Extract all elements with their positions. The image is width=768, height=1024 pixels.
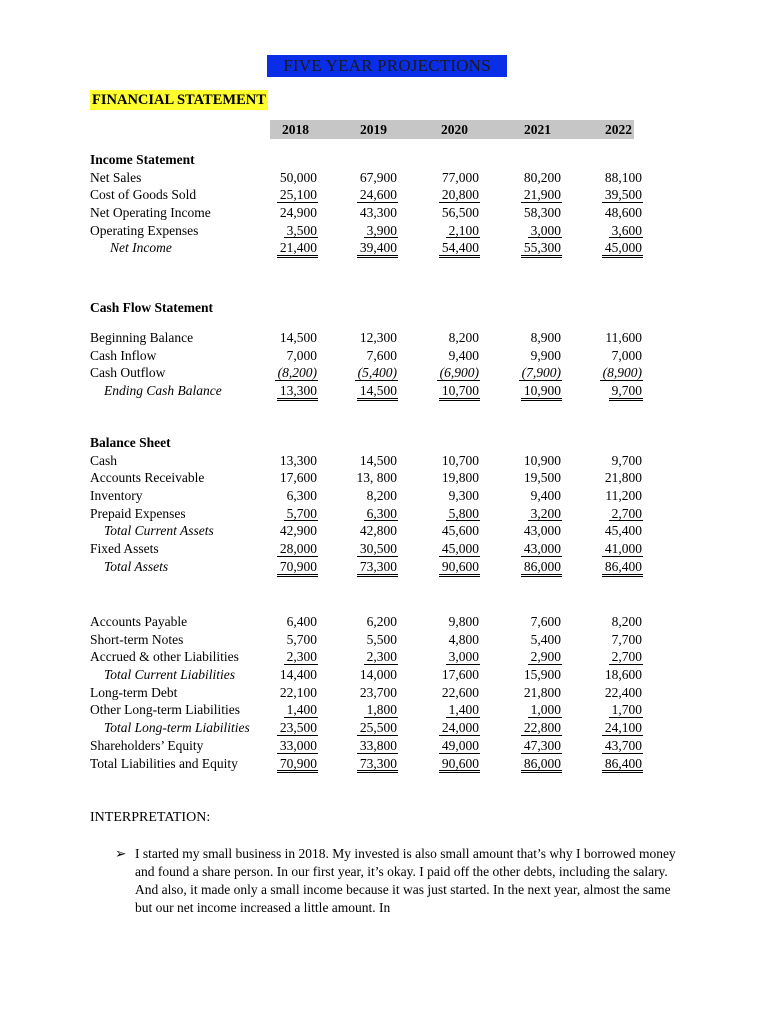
cell: 6,300	[286, 488, 317, 504]
cell: 10,900	[523, 452, 561, 468]
cell: 5,500	[366, 631, 397, 647]
cell: 2,100	[448, 222, 479, 238]
cell: 5,400	[530, 631, 561, 647]
cell: 33,000	[279, 737, 317, 753]
row-label: Cash	[90, 452, 117, 468]
year-header: 2019	[360, 122, 387, 137]
row-label: Cost of Goods Sold	[90, 187, 197, 203]
cell: 14,000	[359, 667, 397, 683]
cell: 48,600	[604, 205, 642, 221]
cell: 22,400	[604, 684, 642, 700]
cell: 11,600	[605, 330, 642, 345]
cell: 3,000	[448, 649, 479, 665]
income-statement-section	[90, 151, 650, 257]
cell: 7,600	[366, 347, 397, 363]
table-row	[90, 684, 650, 702]
cell: 7,600	[530, 614, 561, 629]
cell: 70,900	[279, 558, 317, 574]
cell: 24,100	[604, 720, 642, 736]
row-label: Prepaid Expenses	[90, 505, 186, 521]
cell: 8,900	[530, 330, 561, 345]
cell: 39,500	[604, 187, 642, 203]
cell: 9,700	[611, 383, 642, 399]
cell: 13,300	[279, 452, 317, 468]
cell: 9,800	[448, 614, 479, 629]
cell: 86,400	[604, 558, 642, 574]
cell: 7,000	[611, 347, 642, 363]
cell: 6,200	[366, 614, 397, 629]
cell: 2,300	[366, 649, 397, 665]
table-row	[90, 666, 650, 684]
cell: 22,800	[523, 720, 561, 736]
cell: 43,000	[523, 541, 561, 557]
cell: 2,700	[611, 649, 642, 665]
cell: 43,700	[604, 737, 642, 753]
cell: 17,600	[441, 667, 479, 683]
cell: 45,000	[441, 541, 479, 557]
cell: 22,100	[279, 684, 317, 700]
cell: 2,700	[611, 505, 642, 521]
cell: 22,600	[441, 684, 479, 700]
cell: 21,900	[523, 187, 561, 203]
cell: 30,500	[359, 541, 397, 557]
cell: 86,000	[523, 558, 561, 574]
cell: 1,700	[611, 702, 642, 718]
cell: 45,000	[604, 240, 642, 256]
cell: 55,300	[523, 240, 561, 256]
cell: 58,300	[523, 205, 561, 221]
row-label: Fixed Assets	[90, 541, 159, 557]
cell: 73,300	[359, 755, 397, 771]
cell: 3,000	[530, 222, 561, 238]
cell: 5,800	[448, 505, 479, 521]
table-row	[90, 755, 650, 773]
cell: 1,000	[530, 702, 561, 718]
table-row	[90, 558, 650, 576]
table-row	[90, 648, 650, 666]
cell: 1,400	[286, 702, 317, 718]
cell: 54,400	[441, 240, 479, 256]
cell: 3,900	[366, 222, 397, 238]
interpretation-text: I started my small business in 2018. My invested is also small amount that’s why I borrowed money and found a share person. In our first year, it’s okay. I paid off the other debts, including the salary. And also, it made only a small income because it was just started. In the next year, almost the same but our net income increased a little amount. In	[135, 846, 676, 915]
cell: 47,300	[523, 737, 561, 753]
row-label: Shareholders’ Equity	[90, 737, 204, 753]
row-label: Short-term Notes	[90, 631, 184, 647]
cell: (7,900)	[521, 365, 561, 381]
cell: 5,700	[286, 505, 317, 521]
table-row	[90, 364, 650, 382]
table-row	[90, 452, 650, 470]
cell: 3,200	[530, 505, 561, 521]
cell: 8,200	[611, 614, 642, 629]
cell: 9,900	[530, 347, 561, 363]
table-row	[90, 204, 650, 222]
table-row	[90, 522, 650, 540]
table-row	[90, 222, 650, 240]
table-row	[90, 487, 650, 505]
cell: 39,400	[359, 240, 397, 256]
cell: 80,200	[523, 169, 561, 185]
cell: 33,800	[359, 737, 397, 753]
row-label: Accounts Payable	[90, 614, 188, 629]
cell: 19,500	[523, 470, 561, 486]
cell: 14,500	[279, 330, 317, 345]
cell: 7,700	[611, 631, 642, 647]
row-label: Operating Expenses	[90, 222, 199, 238]
cell: 13,300	[279, 383, 317, 399]
cell: 10,700	[441, 452, 479, 468]
cell: 25,500	[359, 720, 397, 736]
cell: 90,600	[441, 755, 479, 771]
cell: 21,800	[604, 470, 642, 486]
cell: 9,400	[448, 347, 479, 363]
cell: 67,900	[359, 169, 397, 185]
table-row	[90, 719, 650, 737]
cell: 88,100	[604, 169, 642, 185]
year-header: 2021	[524, 122, 551, 137]
row-label: Cash Inflow	[90, 347, 157, 363]
table-row	[90, 329, 650, 347]
table-row	[90, 701, 650, 719]
row-label: Net Operating Income	[90, 205, 211, 221]
table-row	[90, 737, 650, 755]
year-header: 2020	[441, 122, 468, 137]
cell: 45,400	[604, 523, 642, 539]
year-header: 2022	[605, 122, 632, 137]
table-row	[90, 631, 650, 649]
table-row	[90, 505, 650, 523]
cell: 12,300	[359, 330, 397, 345]
cell: 70,900	[279, 755, 317, 771]
table-row	[90, 169, 650, 187]
cell: 18,600	[604, 667, 642, 683]
cell: 24,900	[279, 205, 317, 221]
cash-flow-section	[90, 329, 650, 400]
cell: 41,000	[604, 541, 642, 557]
cell: 17,600	[279, 470, 317, 486]
cell: (8,900)	[602, 365, 642, 381]
cell: 86,400	[604, 755, 642, 771]
cell: 21,800	[523, 684, 561, 700]
cell: 1,800	[366, 702, 397, 718]
row-label: Total Current Liabilities	[104, 667, 236, 683]
row-label: Net Sales	[90, 169, 142, 185]
row-label: Accrued & other Liabilities	[90, 649, 239, 665]
cell: 2,900	[530, 649, 561, 665]
cell: 21,400	[279, 240, 317, 256]
cell: 11,200	[605, 488, 642, 504]
cell: 14,500	[359, 383, 397, 399]
balance-sheet-heading: Balance Sheet	[90, 435, 171, 450]
cell: 45,600	[441, 523, 479, 539]
cell: 4,800	[448, 631, 479, 647]
year-header: 2018	[282, 122, 309, 137]
table-row	[90, 186, 650, 204]
row-label: Inventory	[90, 488, 143, 504]
cell: 20,800	[441, 187, 479, 203]
cell: 19,800	[441, 470, 479, 486]
cell: 10,900	[523, 383, 561, 399]
row-label: Accounts Receivable	[90, 470, 205, 486]
table-row	[90, 613, 650, 631]
cell: 90,600	[441, 558, 479, 574]
cell: 13, 800	[356, 470, 397, 486]
cell: 28,000	[279, 541, 317, 557]
cell: 10,700	[441, 383, 479, 399]
row-label: Total Current Assets	[104, 523, 214, 539]
row-label: Ending Cash Balance	[104, 383, 222, 399]
table-row	[90, 469, 650, 487]
cell: 3,600	[611, 222, 642, 238]
interpretation-paragraph	[115, 845, 685, 917]
cell: 23,700	[359, 684, 397, 700]
cell: 8,200	[366, 488, 397, 504]
cell: 23,500	[279, 720, 317, 736]
page-title: FIVE YEAR PROJECTIONS	[267, 55, 507, 77]
cell: (8,200)	[277, 365, 317, 381]
cell: 56,500	[441, 205, 479, 221]
table-row	[90, 347, 650, 365]
table-row	[90, 382, 650, 400]
interpretation-heading: INTERPRETATION:	[90, 810, 211, 825]
cell: 42,800	[359, 523, 397, 539]
cell: 77,000	[441, 169, 479, 185]
table-row	[90, 239, 650, 257]
cell: 5,700	[286, 631, 317, 647]
cell: 49,000	[441, 737, 479, 753]
cell: 9,300	[448, 488, 479, 504]
cell: 1,400	[448, 702, 479, 718]
cell: 43,000	[523, 523, 561, 539]
cell: 7,000	[286, 347, 317, 363]
cell: 42,900	[279, 523, 317, 539]
cell: 6,400	[286, 614, 317, 629]
cell: 6,300	[366, 505, 397, 521]
arrow-bullet-icon: ➢	[115, 846, 127, 861]
cell: 25,100	[279, 187, 317, 203]
cell: 24,600	[359, 187, 397, 203]
row-label: Cash Outflow	[90, 365, 166, 381]
cell: (6,900)	[439, 365, 479, 381]
cell: 2,300	[286, 649, 317, 665]
cell: 50,000	[279, 169, 317, 185]
cell: 14,500	[359, 452, 397, 468]
balance-sheet-section	[90, 434, 650, 576]
year-header-bar	[270, 120, 634, 139]
cash-flow-heading: Cash Flow Statement	[90, 300, 213, 315]
row-label: Total Liabilities and Equity	[90, 755, 238, 771]
cell: 9,700	[611, 452, 642, 468]
cell: 8,200	[448, 330, 479, 345]
financial-statement-heading: FINANCIAL STATEMENT	[92, 92, 266, 108]
row-label: Beginning Balance	[90, 330, 194, 345]
cell: 86,000	[523, 755, 561, 771]
row-label: Other Long-term Liabilities	[90, 702, 240, 718]
cell: 24,000	[441, 720, 479, 736]
row-label: Long-term Debt	[90, 684, 178, 700]
cell: (5,400)	[357, 365, 397, 381]
row-label: Total Assets	[104, 558, 169, 574]
cell: 9,400	[530, 488, 561, 504]
liabilities-section	[90, 613, 650, 772]
table-row	[90, 540, 650, 558]
income-statement-heading: Income Statement	[90, 152, 195, 167]
cell: 43,300	[359, 205, 397, 221]
row-label: Total Long-term Liabilities	[104, 720, 250, 736]
cell: 3,500	[286, 222, 317, 238]
cell: 15,900	[523, 667, 561, 683]
cell: 14,400	[279, 667, 317, 683]
row-label: Net Income	[110, 240, 172, 256]
cell: 73,300	[359, 558, 397, 574]
